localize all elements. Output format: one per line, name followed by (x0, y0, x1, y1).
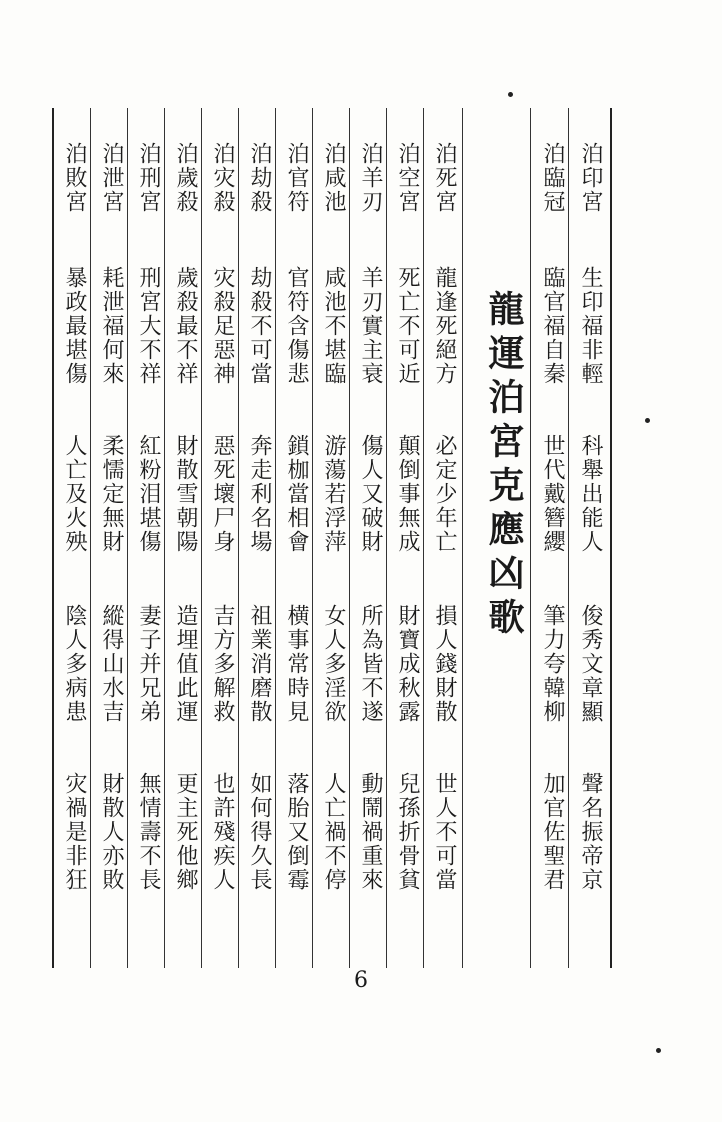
verse-column (206, 142, 238, 912)
verse-column (169, 142, 201, 912)
verse-line: 俊秀文章顯 (578, 604, 603, 724)
verse-line: 女人多淫欲 (321, 604, 346, 724)
verse-line: 奔走利名場 (247, 434, 272, 554)
verse-line: 筆力夸韓柳 (540, 604, 565, 724)
verse-head: 泊臨冠 (540, 142, 565, 214)
verse-line: 暴政最堪傷 (62, 266, 87, 386)
verse-column (428, 142, 460, 912)
verse-line: 也許殘疾人 (210, 772, 235, 892)
verse-line: 如何得久長 (247, 772, 272, 892)
verse-head: 泊咸池 (321, 142, 346, 214)
verse-line: 吉方多解救 (210, 604, 235, 724)
column-rule (127, 108, 128, 968)
verse-line: 紅粉泪堪傷 (136, 434, 161, 554)
verse-line: 咸池不堪臨 (321, 266, 346, 386)
verse-line: 顛倒事無成 (395, 434, 420, 554)
verse-head: 泊灾殺 (210, 142, 235, 214)
verse-column (58, 142, 90, 912)
verse-column (132, 142, 164, 912)
verse-column (391, 142, 423, 912)
verse-line: 妻子并兄弟 (136, 604, 161, 724)
verse-head: 泊官符 (284, 142, 309, 214)
verse-column (354, 142, 386, 912)
verse-line: 龍逢死絕方 (432, 266, 457, 386)
verse-line: 人亡及火殃 (62, 434, 87, 554)
verse-column (280, 142, 312, 912)
verse-line: 財散人亦敗 (99, 772, 124, 892)
verse-line: 柔懦定無財 (99, 434, 124, 554)
verse-line: 劫殺不可當 (247, 266, 272, 386)
verse-line: 損人錢財散 (432, 604, 457, 724)
verse-line: 世人不可當 (432, 772, 457, 892)
page-title: 龍運泊宮克應凶歌 (483, 290, 525, 642)
scan-speck (656, 1048, 661, 1053)
verse-line: 刑宮大不祥 (136, 266, 161, 386)
verse-line: 惡死壞尸身 (210, 434, 235, 554)
verse-line: 無情壽不長 (136, 772, 161, 892)
verse-line: 耗泄福何來 (99, 266, 124, 386)
verse-line: 鎖枷當相會 (284, 434, 309, 554)
column-rule (386, 108, 387, 968)
verse-line: 世代戴簪纓 (540, 434, 565, 554)
verse-head: 泊泄宮 (99, 142, 124, 214)
verse-line: 財寶成秋露 (395, 604, 420, 724)
verse-line: 臨官福自秦 (540, 266, 565, 386)
verse-line: 祖業消磨散 (247, 604, 272, 724)
verse-line: 羊刃實主衰 (358, 266, 383, 386)
verse-line: 財散雪朝陽 (173, 434, 198, 554)
verse-line: 加官佐聖君 (540, 772, 565, 892)
verse-head: 泊敗宮 (62, 142, 87, 214)
verse-line: 縱得山水吉 (99, 604, 124, 724)
page-number: 6 (354, 968, 368, 993)
verse-column (536, 142, 568, 912)
column-rule (312, 108, 313, 968)
column-rule (275, 108, 276, 968)
column-rule (349, 108, 350, 968)
column-rule (238, 108, 239, 968)
column-rule (201, 108, 202, 968)
column-rule (462, 108, 463, 968)
scan-speck (645, 418, 650, 423)
verse-line: 官符含傷悲 (284, 266, 309, 386)
verse-column (243, 142, 275, 912)
verse-line: 必定少年亡 (432, 434, 457, 554)
verse-column (317, 142, 349, 912)
verse-line: 歲殺最不祥 (173, 266, 198, 386)
verse-column (95, 142, 127, 912)
column-rule (530, 108, 531, 968)
verse-line: 灾禍是非狂 (62, 772, 87, 892)
verse-head: 泊劫殺 (247, 142, 272, 214)
verse-line: 科舉出能人 (578, 434, 603, 554)
column-rule (568, 108, 569, 968)
verse-line: 兒孫折骨貧 (395, 772, 420, 892)
verse-line: 落胎又倒霉 (284, 772, 309, 892)
verse-head: 泊印宮 (578, 142, 603, 214)
verse-line: 横事常時見 (284, 604, 309, 724)
verse-head: 泊歲殺 (173, 142, 198, 214)
verse-line: 生印福非輕 (578, 266, 603, 386)
verse-head: 泊死宮 (432, 142, 457, 214)
verse-line: 所為皆不遂 (358, 604, 383, 724)
verse-line: 人亡禍不停 (321, 772, 346, 892)
column-rule (90, 108, 91, 968)
verse-line: 陰人多病患 (62, 604, 87, 724)
verse-line: 死亡不可近 (395, 266, 420, 386)
verse-line: 動鬧禍重來 (358, 772, 383, 892)
verse-head: 泊羊刃 (358, 142, 383, 214)
verse-head: 泊空宮 (395, 142, 420, 214)
column-rule (423, 108, 424, 968)
verse-line: 造埋值此運 (173, 604, 198, 724)
scan-speck (508, 92, 513, 97)
verse-line: 游蕩若浮萍 (321, 434, 346, 554)
column-rule (164, 108, 165, 968)
verse-line: 聲名振帝京 (578, 772, 603, 892)
verse-head: 泊刑宮 (136, 142, 161, 214)
verse-column (574, 142, 606, 912)
verse-line: 灾殺足惡神 (210, 266, 235, 386)
verse-line: 更主死他鄉 (173, 772, 198, 892)
verse-line: 傷人又破財 (358, 434, 383, 554)
